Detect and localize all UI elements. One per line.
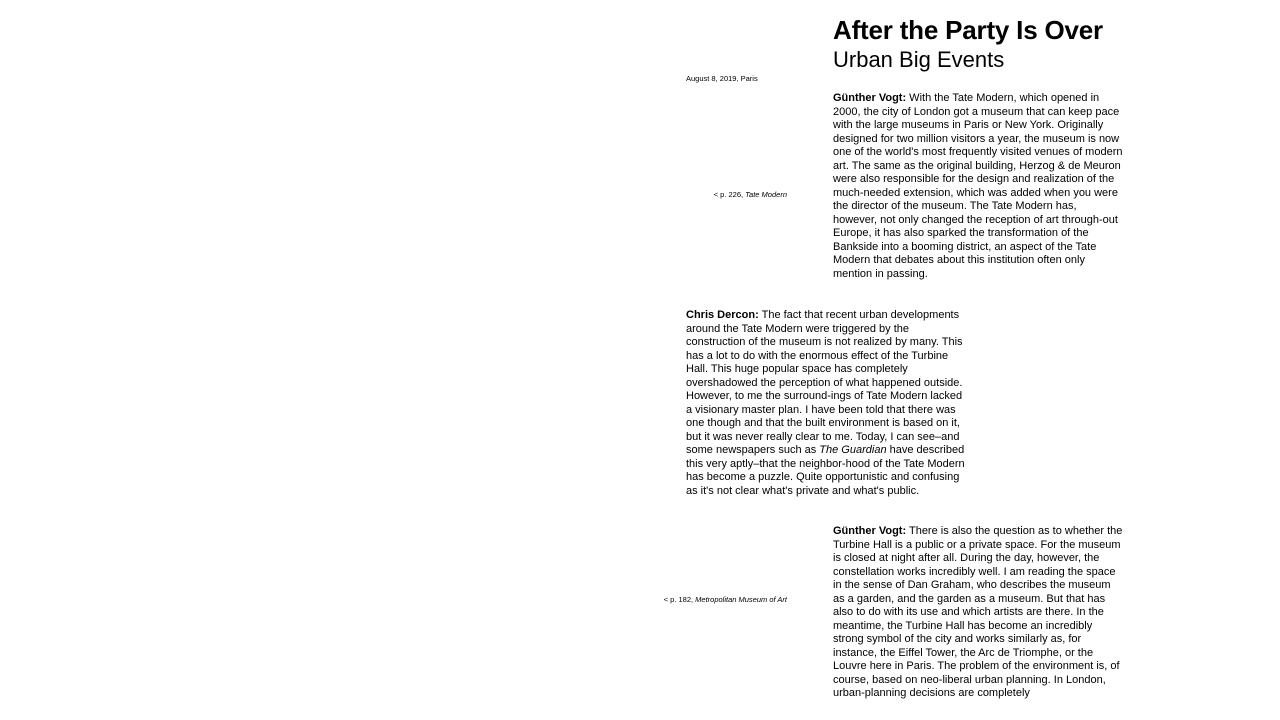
speaker-name: Chris Dercon: — [686, 309, 759, 321]
paragraph-vogt-1 — [833, 92, 1123, 281]
paragraph-body-after-italic: have described this very aptly–that the neighbor-hood of the Tate Modern has become a puzzle. Quite opportunistic and confusing as it's not clear what's private and what's public. — [686, 444, 965, 497]
paragraph-italic-citation: The Guardian — [819, 444, 887, 457]
margin-note-ref2-prefix: < p. 182, — [663, 595, 696, 604]
paragraph-body: With the Tate Modern, which opened in 2000, the city of London got a museum that can keep pace with the large museums in Paris or New York. Originally designed for two million visitors a year, the museum is now one of the world's most frequently visited venues of modern art. The same as the original building, Herzog & de Meuron were also responsible for the design and realization of the much-needed extension, which was added when you were the director of the museum. The Tate Modern has, however, not only changed the reception of art through-out Europe, it has also sparked the transformation of the Bankside into a booming district, an aspect of the Tate Modern that debates about this institution often only mention in passing. — [833, 92, 1123, 280]
page-title: After the Party Is Over — [833, 15, 1103, 45]
paragraph-body: There is also the question as to whether the Turbine Hall is a public or a private space. For the museum is closed at night after all. During the day, however, the constellation works incredibly well. I am reading the space in the sense of Dan Graham, who describes the museum as a garden, and the garden as a museum. But that has also to do with its use and which artists are there. In the meantime, the Turbine Hall has become an incredibly strong symbol of the city and works similarly as, for instance, the Eiffel Tower, the Arc de Triomphe, or the Louvre here in Paris. The problem of the environment is, of course, based on neo-liberal urban planning. In London, urban-planning decisions are completely — [833, 525, 1123, 700]
paragraph-dercon-1 — [686, 309, 966, 498]
title-block — [833, 16, 1133, 73]
margin-note-reference-tate-modern — [646, 190, 787, 200]
margin-note-ref2-title: Metropolitan Museum of Art — [695, 595, 787, 604]
margin-note-date: August 8, 2019, Paris — [686, 74, 758, 83]
speaker-name: Günther Vogt: — [833, 92, 907, 104]
margin-note-ref1-prefix: < p. 226, — [713, 190, 746, 199]
paragraph-body-before-italic: The fact that recent urban developments around the Tate Modern were triggered by the construction of the museum is not realized by many. This has a lot to do with the enormous effect of the Turbine Hall. This huge popular space has completely overshadowed the perception of what happened outside. However, to me the surround-ings of Tate Modern lacked a visionary master plan. I have been told that there was one though and that the built environment is based on it, but it was never really clear to me. Today, I can see–and some newspapers such as — [686, 309, 963, 457]
page-subtitle: Urban Big Events — [833, 47, 1005, 73]
speaker-name: Günther Vogt: — [833, 525, 907, 537]
paragraph-vogt-2 — [833, 525, 1123, 701]
margin-note-reference-met-museum — [646, 595, 787, 605]
margin-note-ref1-title: Tate Modern — [745, 190, 787, 199]
